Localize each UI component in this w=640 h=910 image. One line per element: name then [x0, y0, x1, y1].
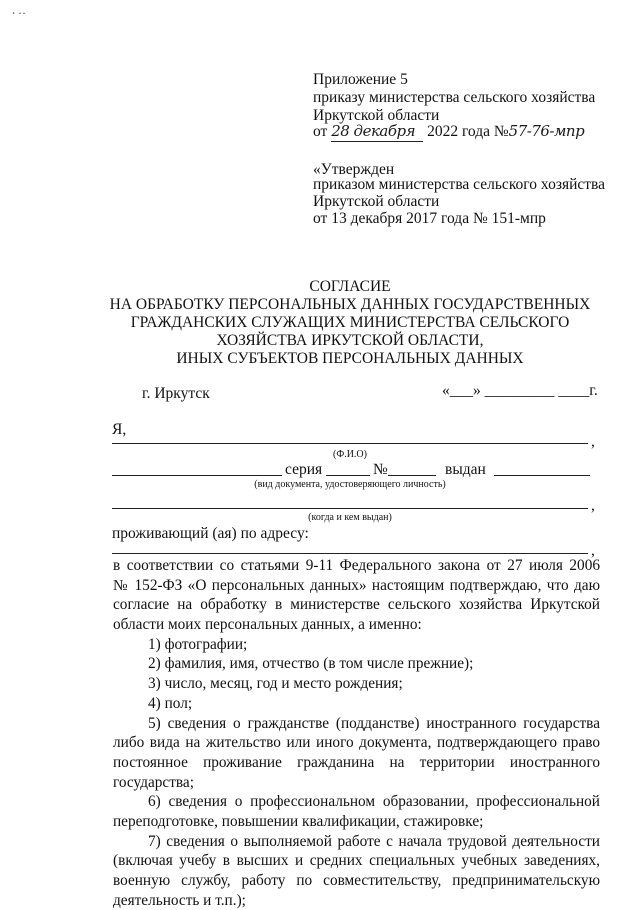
- list-item-continued: переподготовке, повышении квалификации, стажировке;: [113, 812, 484, 830]
- body-line: № 152-ФЗ «О персональных данных» настоящим подтверждаю, что даю: [113, 576, 600, 594]
- document-title: [100, 278, 600, 368]
- list-item-continued: либо вида на жительство или иного документа, подтверждающего право: [113, 734, 600, 752]
- appendix-date-line: [313, 122, 584, 142]
- series-line: [326, 475, 370, 476]
- handwritten-number: 57-76-мпр: [508, 122, 585, 140]
- address-comma: ,: [591, 542, 595, 559]
- title-line-3: ГРАЖДАНСКИХ СЛУЖАЩИХ МИНИСТЕРСТВА СЕЛЬСКОГО: [130, 314, 570, 331]
- consent-body: [113, 556, 600, 910]
- list-item-continued: деятельность и т.п.);: [113, 891, 246, 909]
- doc-type-line: [112, 475, 282, 476]
- date-middle: 2022 года №: [427, 123, 509, 140]
- appendix-order: приказу министерства сельского хозяйства: [313, 89, 596, 106]
- issued-by-comma: ,: [591, 497, 595, 514]
- issued-by-line: [112, 508, 588, 509]
- approved-date: от 13 декабря 2017 года № 151-мпр: [313, 210, 546, 227]
- approved-order: приказом министерства сельского хозяйства: [313, 176, 606, 193]
- list-item: 4) пол;: [148, 694, 193, 712]
- appendix-region: Иркутской области: [313, 107, 440, 124]
- address-line: [112, 553, 588, 554]
- list-item: 6) сведения о профессиональном образовании, профессиональной: [148, 793, 600, 811]
- list-item: 5) сведения о гражданстве (подданстве) иностранного государства: [148, 714, 600, 732]
- appendix-title: Приложение 5: [313, 71, 408, 88]
- body-line: области моих персональных данных, а именно:: [113, 616, 422, 634]
- body-line: в соответствии со статьями 9-11 Федерального закона от 27 июля 2006: [113, 557, 600, 574]
- title-line-1: СОГЛАСИЕ: [309, 278, 391, 295]
- list-item-continued: постоянное проживание гражданина на территории иностранного: [113, 753, 600, 771]
- issued-by-caption: (когда и кем выдан): [308, 512, 392, 523]
- series-label: серия: [285, 461, 323, 478]
- date-template: «___» _________ ____г.: [442, 382, 598, 399]
- body-line: согласие на обработку в министерстве сельского хозяйства Иркутской: [113, 596, 600, 614]
- list-item-continued: военную службу, работу по совместительству, предпринимательскую: [113, 872, 600, 889]
- issued-line: [494, 475, 590, 476]
- doc-caption: (вид документа, удостоверяющего личность): [254, 479, 446, 490]
- handwritten-date-field: [331, 122, 423, 142]
- handwritten-date: 28 декабря: [331, 122, 416, 140]
- approved-region: Иркутской области: [313, 193, 440, 210]
- list-item: 2) фамилия, имя, отчество (в том числе прежние);: [148, 655, 474, 673]
- title-line-4: ХОЗЯЙСТВА ИРКУТСКОЙ ОБЛАСТИ,: [216, 332, 484, 349]
- number-label: №: [373, 461, 388, 478]
- date-prefix: от: [313, 123, 328, 140]
- issued-label: выдан: [445, 461, 486, 478]
- list-item: 7) сведения о выполняемой работе с начала трудовой деятельности: [148, 832, 600, 850]
- fio-line: [112, 443, 588, 444]
- fio-caption: (Ф.И.О): [332, 449, 367, 460]
- ya-label: Я,: [112, 421, 127, 438]
- approved-title: «Утвержден: [313, 161, 395, 178]
- list-item-continued: (включая учебу в высших и средних специальных учебных заведениях,: [113, 852, 600, 870]
- list-item-continued: государства;: [113, 773, 194, 791]
- address-label: проживающий (ая) по адресу:: [112, 525, 309, 542]
- list-item: 1) фотографии;: [148, 635, 248, 653]
- list-item: 3) число, месяц, год и место рождения;: [148, 675, 403, 693]
- city: г. Иркутск: [142, 385, 210, 402]
- scan-marks: ∙ ··: [12, 6, 26, 20]
- title-line-2: НА ОБРАБОТКУ ПЕРСОНАЛЬНЫХ ДАННЫХ ГОСУДАРСТВЕННЫХ: [109, 296, 591, 313]
- number-line: [388, 475, 436, 476]
- title-line-5: ИНЫХ СУБЪЕКТОВ ПЕРСОНАЛЬНЫХ ДАННЫХ: [176, 350, 524, 367]
- fio-comma: ,: [591, 433, 595, 450]
